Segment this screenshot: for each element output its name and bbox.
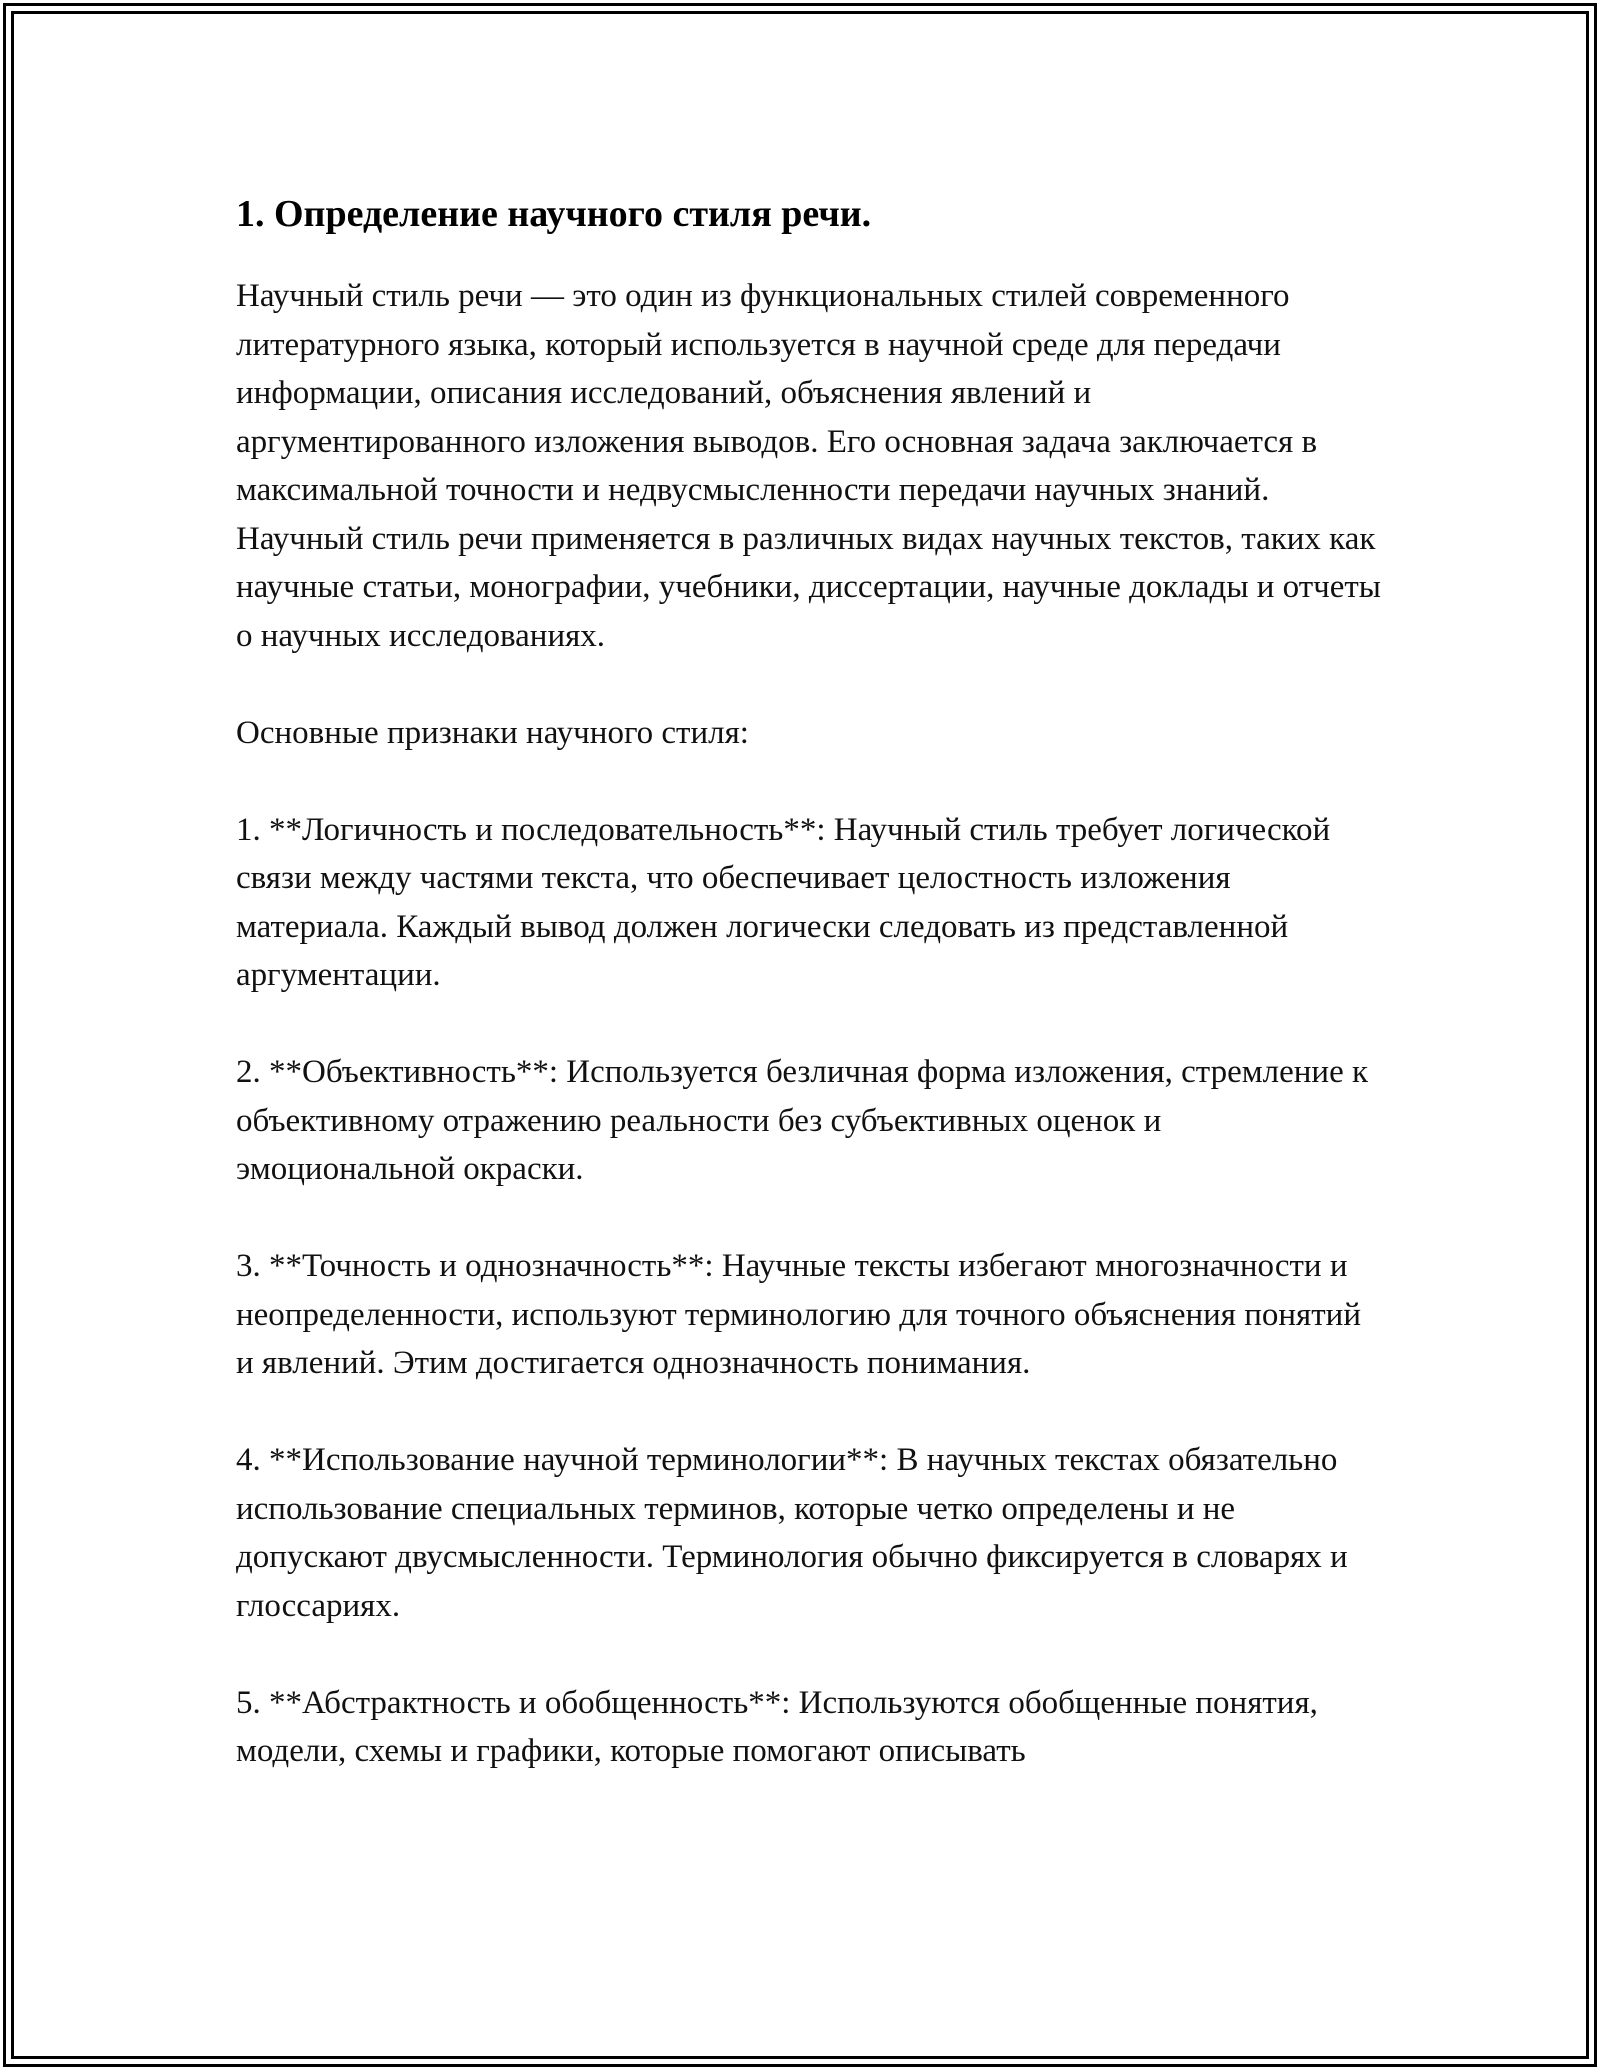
paragraph-feature-1: 1. **Логичность и последовательность**: Научный стиль требует логической связи между частями текста, что обеспечивает целостность изложения материала. Каждый вывод должен логически следовать из представленной аргументации. [236,811,1331,993]
paragraph-feature-4: 4. **Использование научной терминологии**: В научных текстах обязательно использование специальных терминов, которые четко определены и не допускают двусмысленности. Терминология обычно фиксируется в словарях и глоссариях. [236,1442,1348,1624]
paragraph-feature-2: 2. **Объективность**: Используется безличная форма изложения, стремление к объективному отражению реальности без субъективных оценок и эмоциональной окраски. [236,1054,1369,1187]
paragraph-intro: Научный стиль речи — это один из функциональных стилей современного литературного языка, который используется в научной среде для передачи информации, описания исследований, объяснения явлений и аргументированного изложения выводов. Его основная задача заключается в максимальной точности и недвусмысленности передачи научных знаний. Научный стиль речи применяется в различных видах научных текстов, таких как научные статьи, монографии, учебники, диссертации, научные доклады и отчеты о научных исследованиях. [236,278,1381,654]
paragraph-features-heading: Основные признаки научного стиля: [236,714,749,751]
document-body [236,184,1386,1776]
paragraph-feature-3: 3. **Точность и однозначность**: Научные тексты избегают многозначности и неопределенности, используют терминологию для точного объяснения понятий и явлений. Этим достигается однозначность понимания. [236,1248,1361,1381]
document-title: 1. Определение научного стиля речи. [236,193,872,235]
paragraph-feature-5: 5. **Абстрактность и обобщенность**: Используются обобщенные понятия, модели, схемы и графики, которые помогают описывать [236,1684,1318,1769]
